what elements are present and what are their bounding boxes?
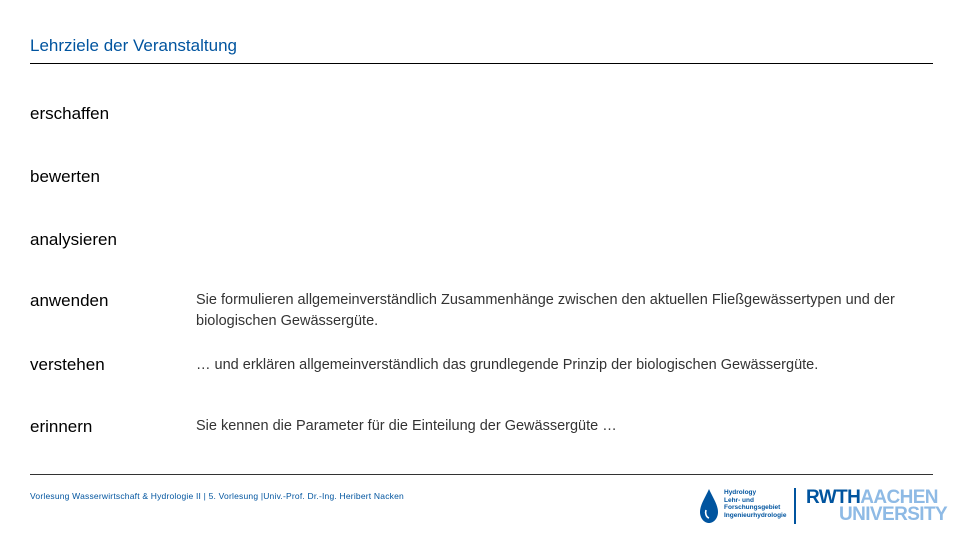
rwth-logo-university: UNIVERSITY xyxy=(839,504,948,525)
level-text-anwenden: Sie formulieren allgemeinverständlich Zusammenhänge zwischen den aktuellen Fließgewässertypen und der biologischen Gewässergüte. xyxy=(196,292,895,329)
hydrology-logo xyxy=(698,488,788,526)
rwth-logo-aachen: AACHEN xyxy=(860,487,938,508)
water-drop-icon xyxy=(698,488,720,524)
level-text-erinnern: Sie kennen die Parameter für die Einteilung der Gewässergüte … xyxy=(196,418,617,434)
hydro-line-1: Hydrology xyxy=(724,489,757,496)
rwth-logo-rwth: RWTH xyxy=(806,487,861,508)
level-label-erinnern: erinnern xyxy=(30,417,93,436)
hydro-line-3: Forschungsgebiet xyxy=(724,504,781,512)
level-label-analysieren: analysieren xyxy=(30,230,117,249)
hydro-line-4: Ingenieurhydrologie xyxy=(724,511,787,519)
level-label-erschaffen: erschaffen xyxy=(30,104,110,123)
level-label-bewerten: bewerten xyxy=(30,167,100,186)
hydro-line-2: Lehr- und xyxy=(724,496,754,504)
rwth-logo xyxy=(806,489,947,523)
level-label-anwenden: anwenden xyxy=(30,291,109,310)
title-divider xyxy=(30,63,933,64)
footer-divider xyxy=(30,474,933,475)
footer-text: Vorlesung Wasserwirtschaft & Hydrologie II | 5. Vorlesung |Univ.-Prof. Dr.-Ing. Heribert Nacken xyxy=(30,491,404,501)
hydrology-logo-text xyxy=(724,489,786,519)
level-text-verstehen: … und erklären allgemeinverständlich das grundlegende Prinzip der biologischen Gewässergüte. xyxy=(196,357,819,373)
level-label-verstehen: verstehen xyxy=(30,355,105,374)
slide-title: Lehrziele der Veranstaltung xyxy=(30,36,237,55)
logo-separator xyxy=(794,488,796,524)
